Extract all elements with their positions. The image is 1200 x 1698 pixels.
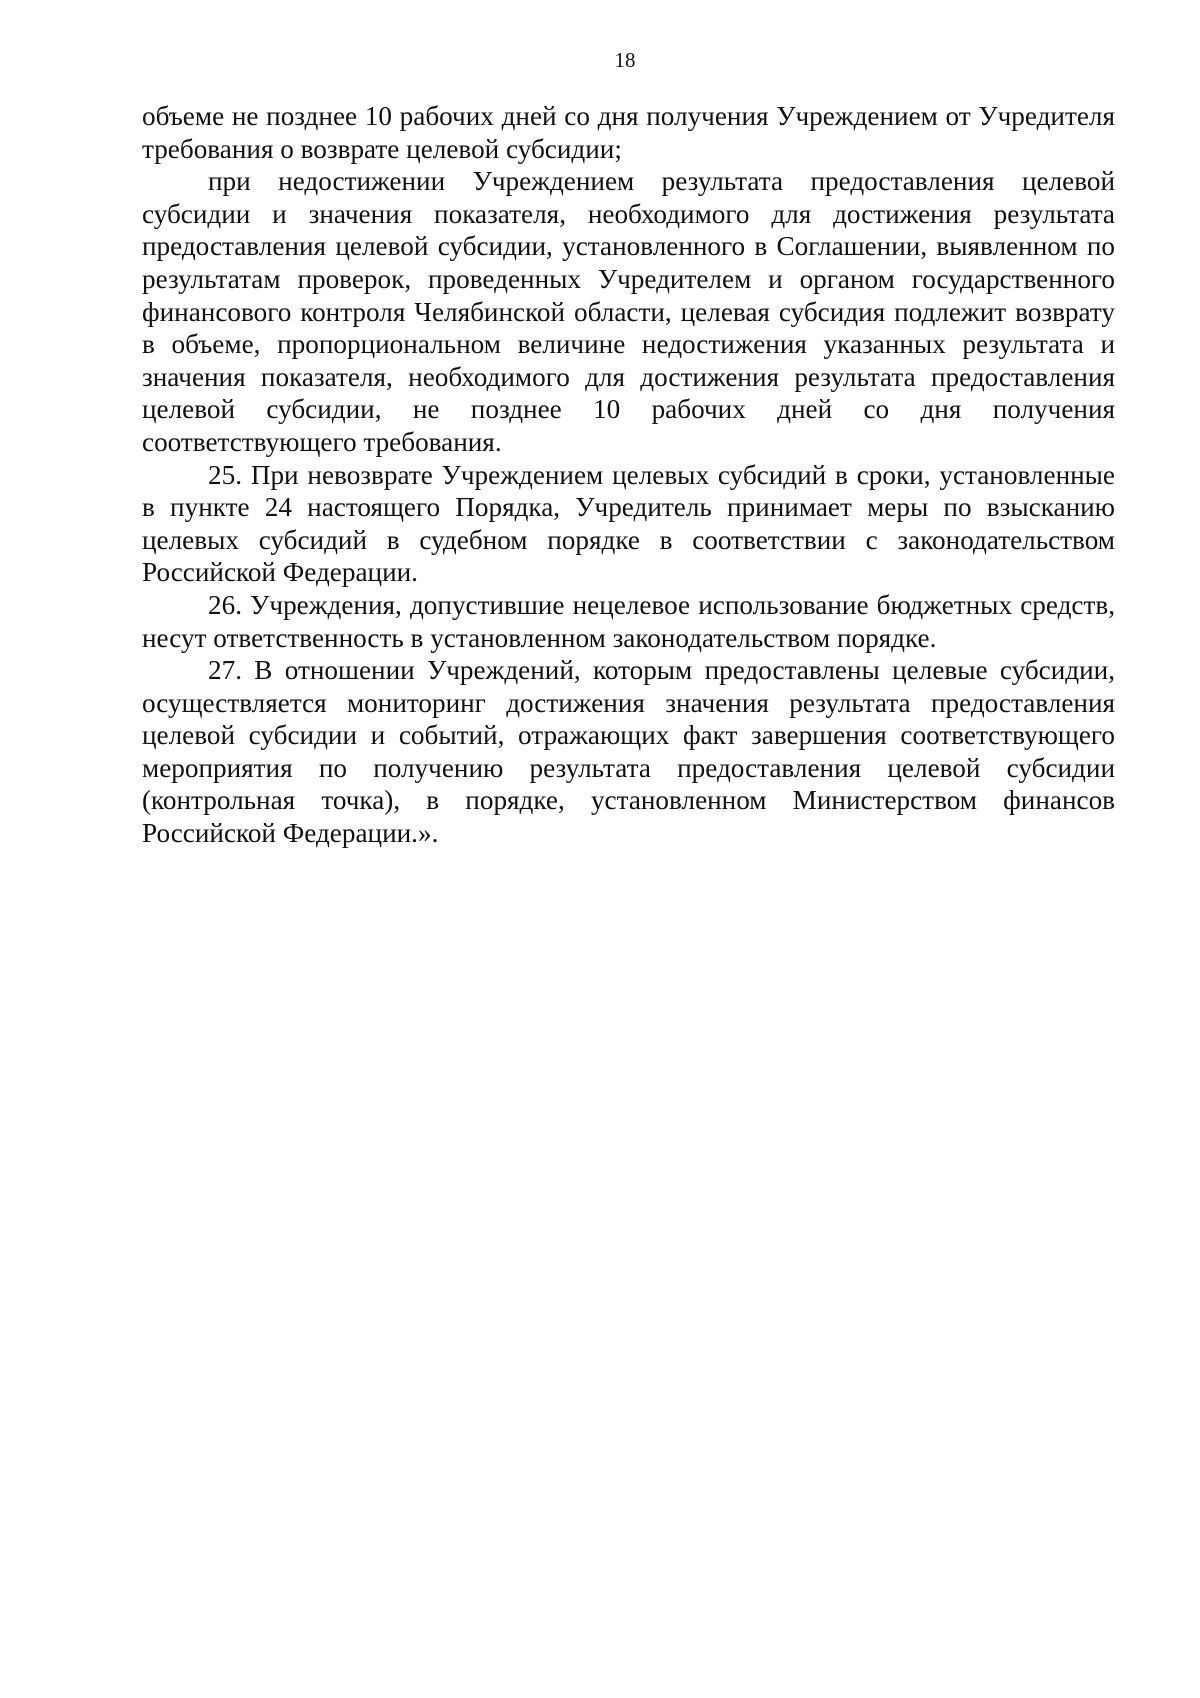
document-body bbox=[142, 100, 1115, 850]
paragraph-clause-25: 25. При невозврате Учреждением целевых субсидий в сроки, установленные в пункте 24 настоящего Порядка, Учредитель принимает меры по взысканию целевых субсидий в судебном порядке в соответствии с законодательством Российской Федерации. bbox=[142, 459, 1115, 588]
page-number: 18 bbox=[614, 48, 636, 72]
paragraph-continuation: объеме не позднее 10 рабочих дней со дня получения Учреждением от Учредителя требования о возврате целевой субсидии; bbox=[142, 101, 1115, 164]
paragraph-underachievement: при недостижении Учреждением результата предоставления целевой субсидии и значения показателя, необходимого для достижения результата предоставления целевой субсидии, установленного в Соглашении, выявленном по результатам проверок, проведенных Учредителем и органом государственного финансового контроля Челябинской области, целевая субсидия подлежит возврату в объеме, пропорциональном величине недостижения указанных результата и значения показателя, необходимого для достижения результата предоставления целевой субсидии, не позднее 10 рабочих дней со дня получения соответствующего требования. bbox=[142, 166, 1115, 457]
paragraph-clause-26: 26. Учреждения, допустившие нецелевое использование бюджетных средств, несут ответственность в установленном законодательством порядке. bbox=[142, 589, 1115, 653]
paragraph-clause-27: 27. В отношении Учреждений, которым предоставлены целевые субсидии, осуществляется мониторинг достижения значения результата предоставления целевой субсидии и событий, отражающих факт завершения соответствующего мероприятия по получению результата предоставления целевой субсидии (контрольная точка), в порядке, установленном Министерством финансов Российской Федерации.». bbox=[142, 655, 1115, 849]
